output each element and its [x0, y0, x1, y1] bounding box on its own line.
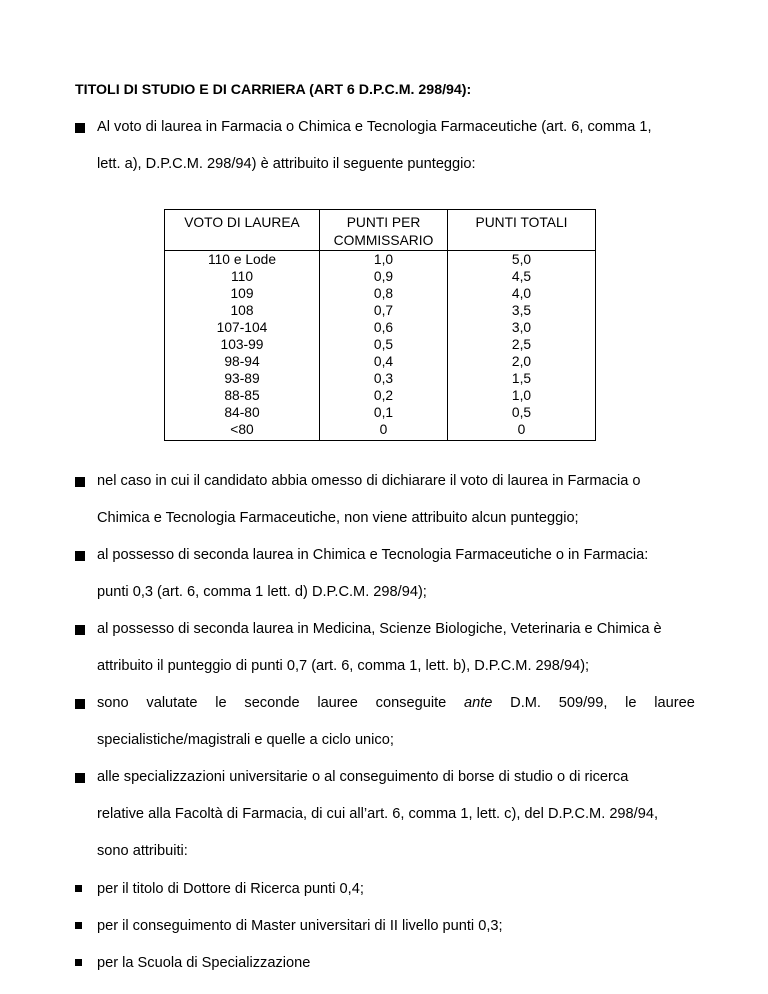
square-bullet-marker [75, 885, 82, 892]
bullet-line: specialistiche/magistrali e quelle a ciclo unico; [97, 732, 394, 748]
bullet-line-justified: sono valutate le seconde lauree conseguite ante D.M. 509/99, le lauree [97, 695, 695, 711]
bullet-marker [75, 477, 85, 487]
table-cell: 0,8 [373, 286, 394, 301]
bullet-line: attribuito il punteggio di punti 0,7 (art. 6, comma 1, lett. b), D.P.C.M. 298/94); [97, 658, 590, 674]
bullet-line: Chimica e Tecnologia Farmaceutiche, non viene attribuito alcun punteggio; [97, 510, 579, 526]
table-cell: 0,6 [373, 320, 394, 335]
bullet-marker [75, 551, 85, 561]
table-cell: 3,5 [511, 303, 532, 318]
bullet-marker [75, 773, 85, 783]
table-cell: 3,0 [511, 320, 532, 335]
table-cell: 0,3 [373, 371, 394, 386]
bullet-line: sono attribuiti: [97, 843, 188, 859]
table-cell: 0,2 [373, 388, 394, 403]
table-cell: 109 [230, 286, 254, 301]
table-cell: 1,0 [511, 388, 532, 403]
header-voto: VOTO DI LAUREA [165, 210, 320, 251]
table-cell: 0,1 [373, 405, 394, 420]
square-bullet-marker [75, 959, 82, 966]
table-cell: 107-104 [216, 320, 268, 335]
table-cell: 0,9 [373, 269, 394, 284]
table-cell: 93-89 [224, 371, 260, 386]
sub-item-text: per la Scuola di Specializzazione [97, 955, 311, 971]
bullet-line: punti 0,3 (art. 6, comma 1 lett. d) D.P.C.M. 298/94); [97, 584, 427, 600]
bullet-line: al possesso di seconda laurea in Medicina, Scienze Biologiche, Veterinaria e Chimica è [97, 621, 662, 637]
table-cell: 108 [230, 303, 254, 318]
bullet-line: nel caso in cui il candidato abbia omesso di dichiarare il voto di laurea in Farmacia o [97, 473, 641, 489]
score-table [164, 209, 596, 441]
table-cell: 2,5 [511, 337, 532, 352]
table-cell: 88-85 [224, 388, 260, 403]
square-bullet-marker [75, 922, 82, 929]
bullet-line: alle specializzazioni universitarie o al conseguimento di borse di studio o di ricerca [97, 769, 629, 785]
table-cell: 0 [379, 422, 388, 437]
table-header-row [165, 210, 596, 251]
bullet-marker [75, 699, 85, 709]
italic-word: ante [464, 695, 493, 711]
bullet-line: relative alla Facoltà di Farmacia, di cui all’art. 6, comma 1, lett. c), del D.P.C.M. 298/94, [97, 806, 659, 822]
section-heading: TITOLI DI STUDIO E DI CARRIERA (ART 6 D.P.C.M. 298/94): [75, 82, 472, 98]
intro-line-1: Al voto di laurea in Farmacia o Chimica e Tecnologia Farmaceutiche (art. 6, comma 1, [97, 119, 652, 135]
column-voto [165, 251, 320, 441]
bullet-marker [75, 123, 85, 133]
intro-line-2: lett. a), D.P.C.M. 298/94) è attribuito il seguente punteggio: [97, 156, 476, 172]
table-cell: 2,0 [511, 354, 532, 369]
bullet-line: al possesso di seconda laurea in Chimica e Tecnologia Farmaceutiche o in Farmacia: [97, 547, 649, 563]
table-cell: 4,0 [511, 286, 532, 301]
table-cell: 0,5 [373, 337, 394, 352]
table-cell: 0,5 [511, 405, 532, 420]
table-body-row [165, 251, 596, 441]
table-cell: 98-94 [224, 354, 260, 369]
header-punti-commissario: PUNTI PER COMMISSARIO [320, 210, 448, 251]
table-cell: <80 [230, 422, 254, 437]
header-punti-totali: PUNTI TOTALI [448, 210, 596, 251]
bullet-marker [75, 625, 85, 635]
table-cell: 0,4 [373, 354, 394, 369]
table-cell: 1,0 [373, 252, 394, 267]
table-cell: 110 e Lode [207, 252, 277, 267]
column-punti-totali [448, 251, 596, 441]
sub-item-text: per il conseguimento di Master universitari di II livello punti 0,3; [97, 918, 503, 934]
table-cell: 103-99 [220, 337, 264, 352]
table-cell: 0 [517, 422, 526, 437]
table-cell: 1,5 [511, 371, 532, 386]
table-cell: 84-80 [224, 405, 260, 420]
table-cell: 110 [231, 269, 253, 284]
column-punti-commissario [320, 251, 448, 441]
table-cell: 5,0 [511, 252, 532, 267]
table-cell: 4,5 [511, 269, 532, 284]
sub-item-text: per il titolo di Dottore di Ricerca punti 0,4; [97, 881, 364, 897]
table-cell: 0,7 [373, 303, 394, 318]
